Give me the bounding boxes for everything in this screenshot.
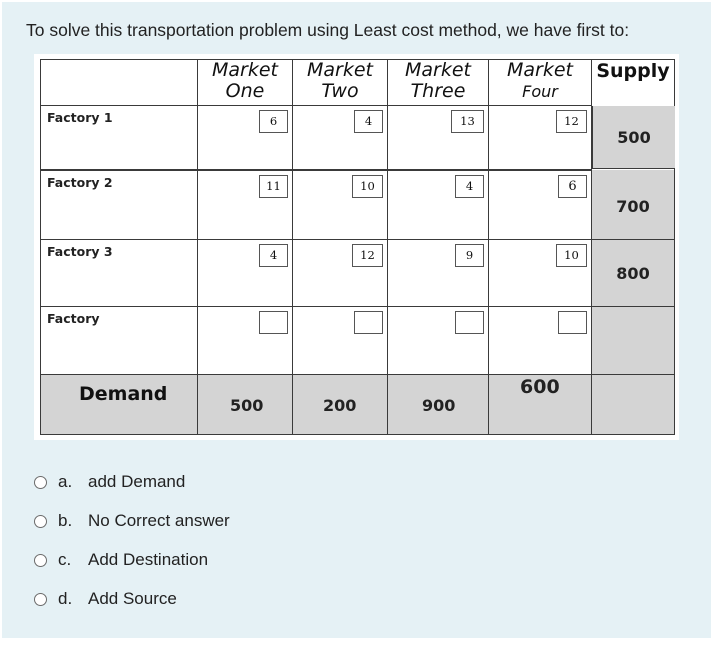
cost-value: 13 xyxy=(451,110,484,133)
option-text[interactable]: Add Destination xyxy=(88,550,209,569)
cost-cell xyxy=(198,106,293,170)
market-four-header: Market Four xyxy=(489,60,592,106)
cost-value xyxy=(558,311,587,334)
factory-4-label: Factory xyxy=(47,311,100,326)
factory-2-label: Factory 2 xyxy=(47,175,113,190)
cost-cell xyxy=(388,240,489,307)
cost-value xyxy=(455,311,484,334)
cost-value: 4 xyxy=(354,110,383,133)
market-two-header: Market Two xyxy=(293,60,388,106)
demand-row xyxy=(41,375,675,435)
option-letter: d. xyxy=(58,589,73,608)
demand-cell xyxy=(293,375,388,435)
cost-cell xyxy=(293,240,388,307)
supply-value: 800 xyxy=(616,264,650,283)
cost-value: 12 xyxy=(556,110,587,133)
demand-label: Demand xyxy=(79,383,168,405)
cost-cell xyxy=(293,171,388,240)
cost-value: 11 xyxy=(259,175,288,198)
corner-cell xyxy=(41,60,198,106)
row-label-cell xyxy=(41,171,198,240)
cost-cell xyxy=(388,171,489,240)
demand-value: 500 xyxy=(230,396,264,415)
supply-cell xyxy=(592,240,675,307)
cost-value xyxy=(354,311,383,334)
radio-d[interactable] xyxy=(34,593,47,606)
question-panel xyxy=(2,2,711,638)
cost-cell xyxy=(489,240,592,307)
demand-value: 900 xyxy=(422,396,456,415)
cost-value: 6 xyxy=(259,110,288,133)
supply-header: Supply xyxy=(592,60,675,170)
factory-1-label: Factory 1 xyxy=(47,110,113,125)
cost-cell xyxy=(293,307,388,375)
demand-cell xyxy=(489,375,592,435)
cost-value: 4 xyxy=(259,244,288,267)
cost-cell xyxy=(489,106,592,170)
table-row xyxy=(41,106,675,170)
option-b[interactable] xyxy=(34,511,230,531)
supply-cell xyxy=(592,106,675,169)
cost-cell xyxy=(489,307,592,375)
option-text[interactable]: No Correct answer xyxy=(88,511,230,530)
transportation-table-image xyxy=(34,54,679,440)
transportation-table xyxy=(40,59,675,435)
table-header-row xyxy=(41,60,675,106)
radio-a[interactable] xyxy=(34,476,47,489)
cost-cell xyxy=(198,171,293,240)
radio-b[interactable] xyxy=(34,515,47,528)
cost-value xyxy=(259,311,288,334)
demand-cell xyxy=(388,375,489,435)
option-letter: c. xyxy=(58,550,72,569)
question-text: To solve this transportation problem using Least cost method, we have first to: xyxy=(26,20,630,40)
row-label-cell xyxy=(41,240,198,307)
cost-value: 12 xyxy=(352,244,383,267)
cost-cell xyxy=(388,106,489,170)
table-row xyxy=(41,171,675,240)
table-row xyxy=(41,240,675,307)
cost-cell xyxy=(489,171,592,240)
cost-cell xyxy=(293,106,388,170)
table-row xyxy=(41,307,675,375)
supply-cell xyxy=(592,171,675,240)
supply-cell xyxy=(592,307,675,375)
radio-c[interactable] xyxy=(34,554,47,567)
option-text[interactable]: add Demand xyxy=(88,472,186,491)
market-three-header: Market Three xyxy=(388,60,489,106)
cost-value: 9 xyxy=(455,244,484,267)
cost-cell xyxy=(198,240,293,307)
factory-3-label: Factory 3 xyxy=(47,244,113,259)
option-a[interactable] xyxy=(34,472,185,492)
row-label-cell xyxy=(41,106,198,170)
row-label-cell xyxy=(41,307,198,375)
demand-supply-corner xyxy=(592,375,675,435)
cost-value: 10 xyxy=(352,175,383,198)
demand-label-cell xyxy=(41,375,198,435)
cost-cell xyxy=(198,307,293,375)
option-d[interactable] xyxy=(34,589,177,609)
supply-value: 500 xyxy=(617,128,651,147)
option-letter: b. xyxy=(58,511,73,530)
option-letter: a. xyxy=(58,472,73,491)
supply-value: 700 xyxy=(616,197,650,216)
cost-value: 10 xyxy=(556,244,587,267)
demand-value: 600 xyxy=(520,376,560,398)
cost-value: 4 xyxy=(455,175,484,198)
demand-value: 200 xyxy=(323,396,357,415)
demand-cell xyxy=(198,375,293,435)
cost-cell xyxy=(388,307,489,375)
option-text[interactable]: Add Source xyxy=(88,589,177,608)
market-one-header: Market One xyxy=(198,60,293,106)
option-c[interactable] xyxy=(34,550,208,570)
cost-value: 6 xyxy=(558,175,587,198)
